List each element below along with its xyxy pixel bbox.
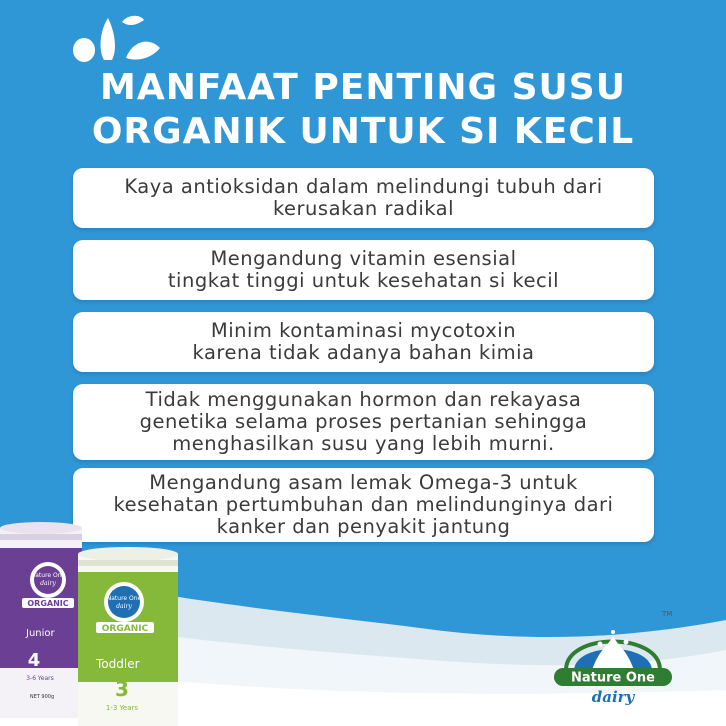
benefit-card-5 bbox=[73, 468, 654, 542]
logo-brand: Nature One bbox=[571, 670, 655, 686]
logo-sub: dairy bbox=[591, 688, 635, 706]
toddler-sub: dairy bbox=[116, 603, 132, 610]
benefit-line: kanker dan penyakit jantung bbox=[216, 515, 511, 538]
benefit-line: Mengandung vitamin esensial bbox=[210, 247, 517, 270]
title-line-2: ORGANIK UNTUK SI KECIL bbox=[91, 111, 635, 152]
benefit-line: Kaya antioksidan dalam melindungi tubuh dari bbox=[124, 175, 603, 198]
benefit-card-3 bbox=[73, 312, 654, 372]
junior-name: Junior bbox=[26, 628, 55, 639]
benefit-line: Tidak menggunakan hormon dan rekayasa bbox=[145, 388, 582, 411]
benefit-line: Minim kontaminasi mycotoxin bbox=[210, 319, 517, 342]
toddler-name: Toddler bbox=[96, 657, 140, 671]
junior-weight: NET 900g bbox=[29, 694, 55, 700]
benefit-line: kerusakan radikal bbox=[272, 197, 455, 220]
benefit-card-4 bbox=[73, 384, 654, 460]
toddler-badge: ORGANIC bbox=[101, 624, 149, 634]
benefit-line: tingkat tinggi untuk kesehatan si kecil bbox=[167, 269, 560, 292]
benefit-line: kesehatan pertumbuhan dan melindunginya dari bbox=[113, 493, 614, 516]
junior-age: 3-6 Years bbox=[26, 675, 54, 682]
benefit-line: karena tidak adanya bahan kimia bbox=[192, 341, 535, 364]
milk-splash-icon bbox=[70, 12, 162, 67]
junior-stage: 4 bbox=[27, 650, 41, 671]
junior-badge: ORGANIC bbox=[27, 599, 69, 608]
junior-sub: dairy bbox=[40, 580, 56, 587]
benefit-line: menghasilkan susu yang lebih murni. bbox=[172, 432, 555, 455]
junior-brand: Nature One bbox=[30, 572, 66, 579]
benefit-line: Mengandung asam lemak Omega-3 untuk bbox=[149, 471, 578, 494]
nature-one-logo bbox=[552, 612, 674, 708]
benefit-line: genetika selama proses pertanian sehingga bbox=[139, 410, 588, 433]
page-title bbox=[0, 66, 726, 154]
benefit-card-2 bbox=[73, 240, 654, 300]
title-line-1: MANFAAT PENTING SUSU bbox=[100, 67, 626, 108]
toddler-age: 1-3 Years bbox=[105, 704, 139, 712]
toddler-stage: 3 bbox=[115, 677, 129, 701]
trademark-label: TM bbox=[662, 610, 673, 618]
toddler-brand: Nature One bbox=[106, 595, 142, 602]
toddler-product-can bbox=[74, 546, 184, 726]
benefit-card-1 bbox=[73, 168, 654, 228]
